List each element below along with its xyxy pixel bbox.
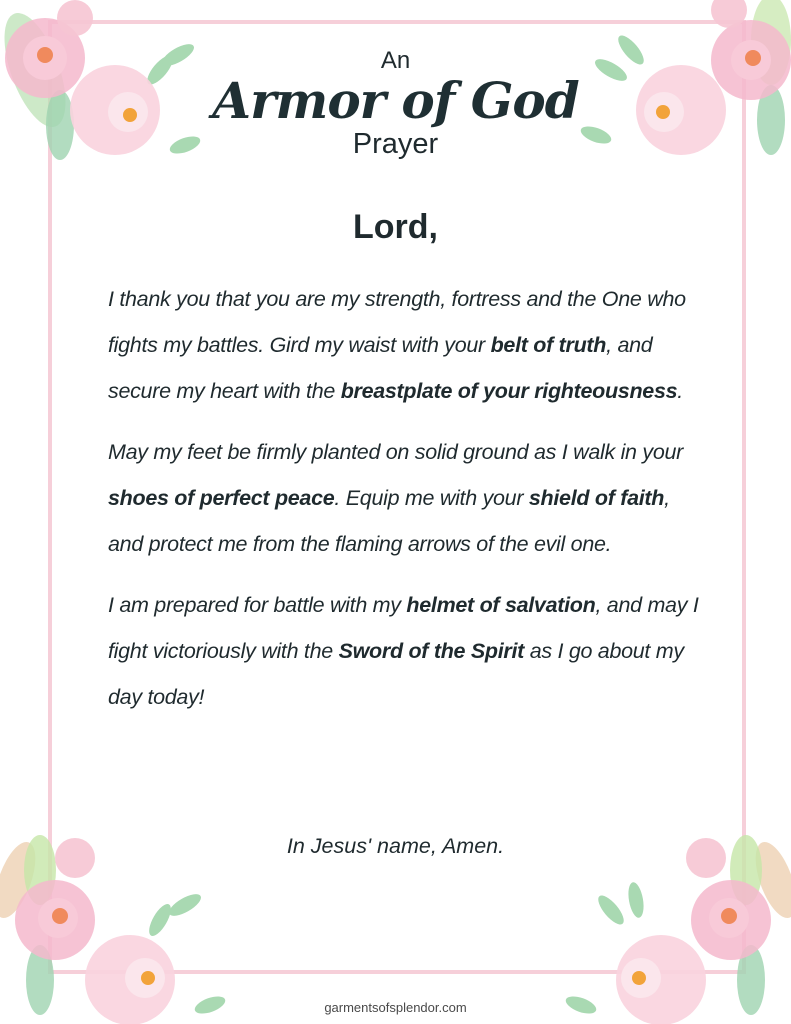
title-block: [0, 48, 791, 160]
emphasized-phrase: Sword of the Spirit: [338, 639, 525, 663]
text-run: .: [677, 379, 683, 403]
text-run: , and may I fight victoriously with the: [108, 593, 699, 663]
title-prefix: An: [380, 47, 411, 74]
emphasized-phrase: breastplate of your righteousness: [340, 379, 678, 403]
text-run: , and secure my heart with the: [108, 333, 653, 403]
prayer-paragraph: [108, 429, 708, 567]
salutation: Lord,: [353, 208, 438, 246]
text-run: . Equip me with your: [334, 486, 529, 510]
title-suffix: Prayer: [352, 128, 439, 160]
floral-corner-bottom-left-icon: [0, 830, 240, 1024]
emphasized-phrase: belt of truth: [490, 333, 607, 357]
emphasized-phrase: shoes of perfect peace: [108, 486, 335, 510]
emphasized-phrase: helmet of salvation: [406, 593, 596, 617]
prayer-paragraph: [108, 582, 708, 720]
prayer-body: [108, 276, 708, 735]
page-title: Armor of God: [212, 71, 579, 130]
floral-corner-bottom-right-icon: [561, 830, 791, 1024]
closing-line: In Jesus' name, Amen.: [286, 834, 505, 858]
text-run: I am prepared for battle with my: [108, 593, 407, 617]
text-run: May my feet be firmly planted on solid ground as I walk in your: [108, 440, 684, 464]
text-run: as I go about my day today!: [108, 639, 684, 709]
website-footer: garmentsofsplendor.com: [324, 1000, 467, 1015]
emphasized-phrase: shield of faith: [528, 486, 665, 510]
text-run: , and protect me from the flaming arrows of the evil one.: [108, 486, 670, 556]
prayer-paragraph: [108, 276, 708, 414]
text-run: I thank you that you are my strength, fortress and the One who fights my battles. Gird my waist with your: [108, 287, 686, 357]
